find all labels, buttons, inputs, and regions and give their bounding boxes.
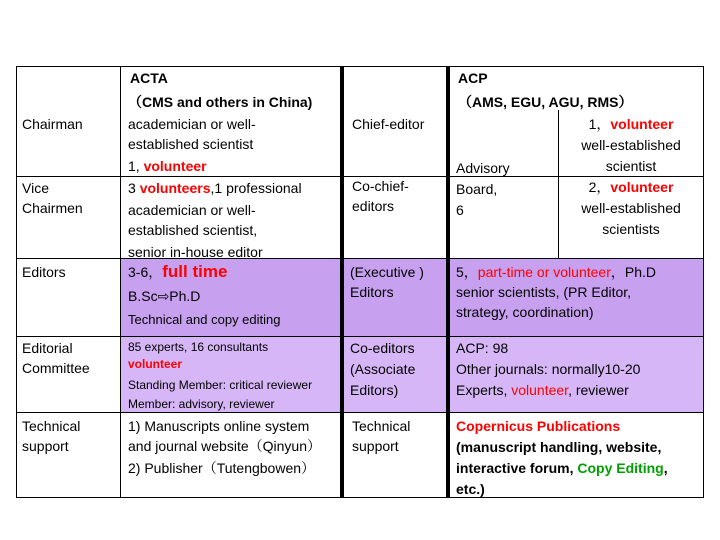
acta-tech-line1: 1) Manuscripts online system (128, 418, 310, 434)
col-divider-1 (120, 66, 121, 498)
mid-co-editors (350, 338, 415, 401)
acta-committee-member: Member: advisory, reviewer (128, 397, 275, 411)
acp-advisory-line1: Advisory (456, 160, 510, 176)
acp-editors-count: 5， (456, 264, 478, 280)
acp-title: ACP (458, 70, 488, 86)
acta-vice-line2: academician or well- (128, 202, 256, 218)
acta-chairman-line3 (128, 156, 256, 176)
mid-co-chief (352, 176, 409, 216)
acp-right-volunteer1: volunteer (610, 116, 674, 132)
acta-committee-standing: Standing Member: critical reviewer (128, 378, 313, 392)
acp-tech-copy-editing: Copy Editing (577, 460, 664, 476)
acp-committee-experts: Experts, (456, 382, 512, 398)
acp-tech-comma: , (663, 460, 668, 476)
acp-right-volunteer2: volunteer (610, 179, 674, 195)
acta-chairman-line2: established scientist (128, 136, 254, 152)
acta-vice-line1 (128, 178, 302, 198)
acp-tech-line2: (manuscript handling, website, (456, 439, 662, 455)
acp-editors-phd: ，Ph.D (610, 264, 656, 280)
acp-committee-volunteer: volunteer (511, 382, 569, 398)
acta-subtitle: （CMS and others in China) (128, 94, 313, 110)
acta-editors-count: 3-6， (128, 264, 163, 280)
role-vice-chairmen (22, 178, 83, 218)
acta-editors-line1 (128, 262, 281, 282)
acta-title: ACTA (130, 70, 168, 86)
mid-exec-editors (350, 262, 424, 302)
acp-subtitle: （AMS, EGU, AGU, RMS） (458, 94, 633, 110)
acp-right-line4 (560, 177, 702, 198)
acta-tech-line3: 2) Publisher（Tutengbowen） (128, 460, 316, 476)
mid-coed-line2: (Associate (350, 361, 416, 377)
role-editorial-committee (22, 338, 90, 378)
acp-committee-reviewer: , reviewer (568, 382, 629, 398)
acp-right-count2: 2， (588, 179, 611, 195)
mid-tech-line1: Technical (352, 418, 411, 434)
mid-exec-line1: (Executive ) (350, 264, 424, 280)
mid-coed-line1: Co-editors (350, 340, 415, 356)
role-technical-support (22, 416, 80, 456)
acp-advisory-count: 6 (456, 202, 464, 218)
acp-editors-line1 (456, 262, 656, 282)
acp-right-line6: scientists (602, 221, 660, 237)
acta-tech (128, 416, 321, 478)
acta-committee-line1: 85 experts, 16 consultants (128, 340, 269, 354)
col-divider-2 (340, 66, 344, 498)
acp-committee-line2: Other journals: normally10-20 (456, 361, 641, 377)
role-committee-line1: Editorial (22, 340, 73, 356)
role-vice-line1: Vice (22, 180, 49, 196)
acp-tech-copernicus: Copernicus Publications (456, 418, 621, 434)
role-vice-line2: Chairmen (22, 200, 83, 216)
acp-right-count1: 1， (588, 116, 611, 132)
acp-committee-line1: ACP: 98 (456, 340, 509, 356)
acta-vice-line4: senior in-house editor (128, 244, 263, 260)
role-tech-line1: Technical (22, 418, 81, 434)
acp-tech-forum: interactive forum, (456, 460, 578, 476)
acp-committee-line3 (456, 380, 640, 401)
acp-right-line5: well-established (581, 200, 681, 216)
acp-tech-line3 (456, 458, 668, 479)
acta-editors-role: Technical and copy editing (128, 312, 281, 327)
acta-chairman-count: 1, (128, 158, 144, 174)
col-divider-3 (446, 66, 450, 498)
col-divider-4 (558, 110, 559, 258)
mid-coed-line3: Editors) (350, 382, 399, 398)
role-editors: Editors (22, 264, 66, 280)
role-chairman: Chairman (22, 116, 83, 132)
acta-vice-professional: ,1 professional (210, 180, 302, 196)
acta-committee-volunteer: volunteer (128, 357, 183, 371)
mid-tech (352, 416, 410, 456)
acp-editors (456, 262, 656, 322)
acp-tech (456, 416, 668, 500)
acta-tech-line2: and journal website（Qinyun） (128, 438, 321, 454)
acta-committee (128, 338, 312, 414)
acp-editors-line2: senior scientists, (PR Editor, (456, 284, 632, 300)
acta-chairman-line1: academician or well- (128, 116, 256, 132)
acta-vice (128, 178, 302, 262)
acta-chairman (128, 114, 256, 176)
acp-tech-etc: etc.) (456, 481, 485, 497)
acp-editors-parttime: part-time or volunteer (477, 264, 611, 280)
mid-co-chief-line2: editors (352, 198, 395, 214)
mid-chief-editor: Chief-editor (352, 116, 425, 132)
acp-editors-line3: strategy, coordination) (456, 304, 594, 320)
acta-editors (128, 262, 281, 330)
acta-vice-line3: established scientist, (128, 222, 258, 238)
mid-exec-line2: Editors (350, 284, 394, 300)
acta-vice-count: 3 (128, 180, 140, 196)
acp-right-line2: well-established (581, 137, 681, 153)
acta-editors-fulltime: full time (162, 262, 228, 281)
acp-advisory-line2: Board, (456, 181, 498, 197)
acta-chairman-volunteer: volunteer (143, 158, 207, 174)
mid-tech-line2: support (352, 438, 399, 454)
mid-co-chief-line1: Co-chief- (352, 178, 409, 194)
acp-advisory (456, 158, 510, 221)
acp-chair-vice (560, 114, 702, 240)
acp-right-line1 (560, 114, 702, 135)
role-tech-line2: support (22, 438, 69, 454)
acta-editors-degree: B.Sc⇨Ph.D (128, 288, 201, 304)
role-committee-line2: Committee (22, 360, 90, 376)
acta-vice-volunteers: volunteers (139, 180, 211, 196)
acp-right-line3: scientist (605, 158, 657, 174)
acp-committee (456, 338, 640, 401)
